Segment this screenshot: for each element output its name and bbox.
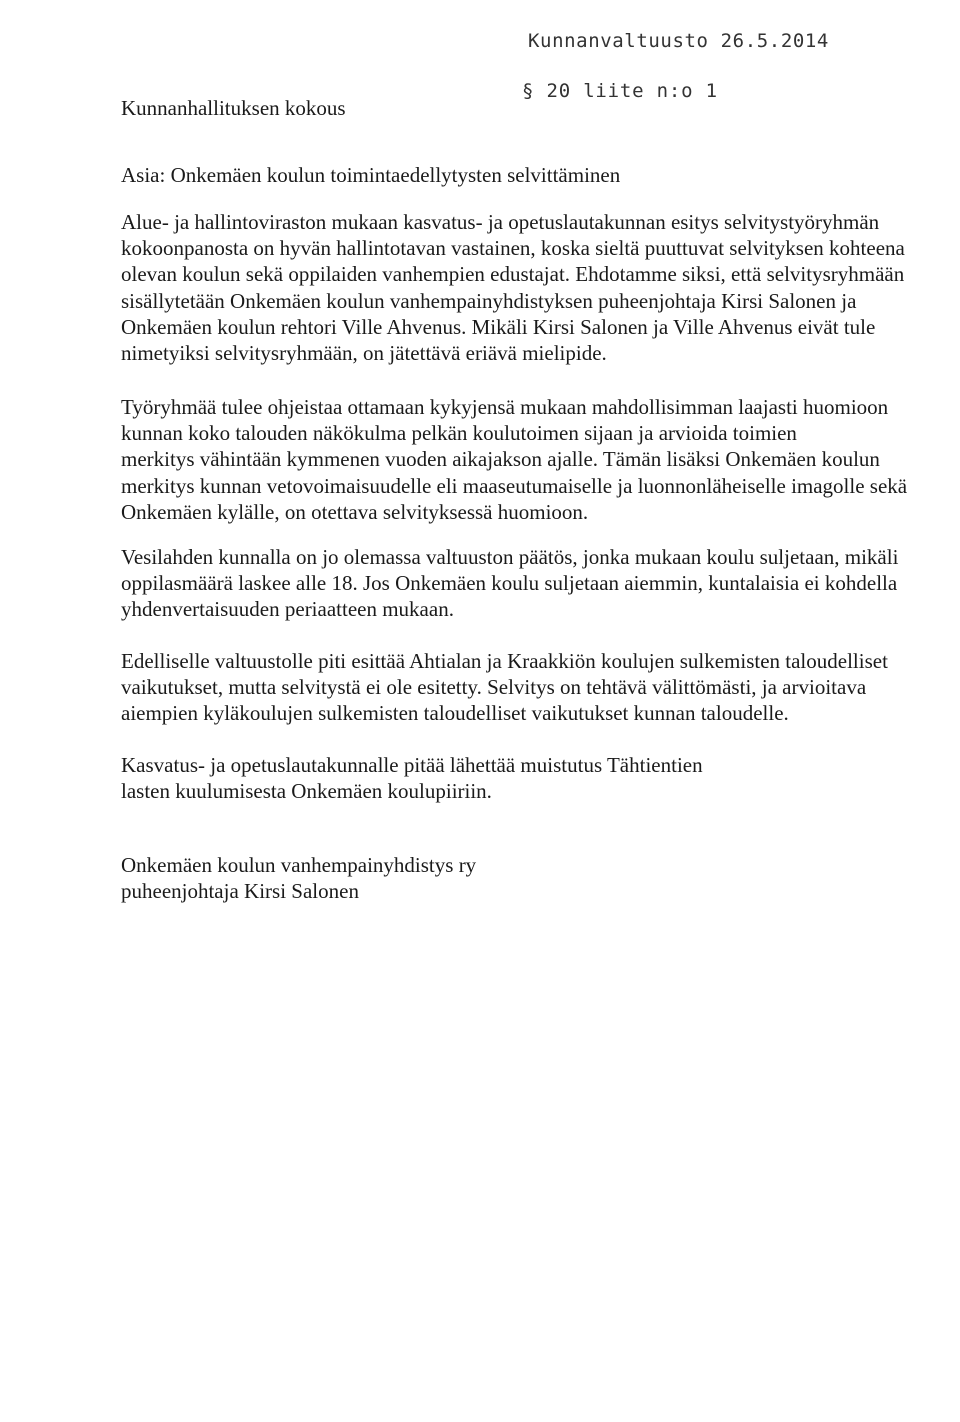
- text-line: merkitys kunnan vetovoimaisuudelle eli maaseutumaiselle ja luonnonläheiselle imagolle sekä: [121, 473, 908, 498]
- text-line: Kasvatus- ja opetuslautakunnalle pitää lähettää muistutus Tähtientien: [121, 753, 703, 777]
- meeting-header: Kunnanvaltuusto 26.5.2014: [528, 30, 829, 52]
- text-line: nimetyiksi selvitysryhmään, on jätettävä eriävä mielipide.: [121, 341, 607, 366]
- paragraph-previous-closures: [121, 648, 960, 727]
- text-line: Alue- ja hallintoviraston mukaan kasvatus- ja opetuslautakunnan esitys selvitystyöryhmän: [121, 210, 880, 234]
- text-line: kokoonpanosta on hyvän hallintotavan vastainen, koska sieltä puuttuvat selvityksen kohteena: [121, 236, 905, 261]
- text-line: merkitys vähintään kymmenen vuoden aikajakson ajalle. Tämän lisäksi Onkemäen koulun: [121, 447, 880, 472]
- text-line: oppilasmäärä laskee alle 18. Jos Onkemäen koulu suljetaan aiemmin, kuntalaisia ei kohdella: [121, 571, 898, 596]
- paragraph-school-district: [121, 752, 960, 804]
- text-line: Onkemäen kylälle, on otettava selvityksessä huomioon.: [121, 499, 589, 524]
- text-line: olevan koulun sekä oppilaiden vanhempien edustajat. Ehdotamme siksi, että selvitysryhmään: [121, 262, 905, 287]
- text-line: vaikutukset, mutta selvitystä ei ole esitetty. Selvitys on tehtävä välittömästi, ja arvioitava: [121, 675, 867, 700]
- signature-signer: puheenjohtaja Kirsi Salonen: [121, 879, 359, 904]
- text-line: aiempien kyläkoulujen sulkemisten taloudelliset vaikutukset kunnan taloudelle.: [121, 701, 789, 726]
- paragraph-council-decision: [121, 544, 960, 623]
- signature-organization: Onkemäen koulun vanhempainyhdistys ry: [121, 853, 477, 877]
- board-meeting-title: Kunnanhallituksen kokous: [121, 96, 346, 120]
- text-line: sisällytetään Onkemäen koulun vanhempainyhdistyksen puheenjohtaja Kirsi Salonen ja: [121, 288, 857, 313]
- paragraph-working-group: [121, 209, 960, 366]
- subject-line: Asia: Onkemäen koulun toimintaedellytysten selvittäminen: [121, 163, 621, 187]
- text-line: lasten kuulumisesta Onkemäen koulupiiriin.: [121, 779, 492, 804]
- text-line: Vesilahden kunnalla on jo olemassa valtuuston päätös, jonka mukaan koulu suljetaan, mikäli: [121, 545, 899, 569]
- section-reference: § 20 liite n:o 1: [522, 80, 718, 102]
- text-line: Edelliselle valtuustolle piti esittää Ahtialan ja Kraakkiön koulujen sulkemisten taloudelliset: [121, 649, 888, 673]
- text-line: yhdenvertaisuuden periaatteen mukaan.: [121, 597, 454, 622]
- signature-block: [121, 852, 960, 904]
- text-line: kunnan koko talouden näkökulma pelkän koulutoimen sijaan ja arvioida toimien: [121, 421, 797, 446]
- text-line: Työryhmää tulee ohjeistaa ottamaan kykyjensä mukaan mahdollisimman laajasti huomioon: [121, 395, 889, 419]
- paragraph-instructions: [121, 394, 960, 525]
- text-line: Onkemäen koulun rehtori Ville Ahvenus. Mikäli Kirsi Salonen ja Ville Ahvenus eivät tule: [121, 314, 876, 339]
